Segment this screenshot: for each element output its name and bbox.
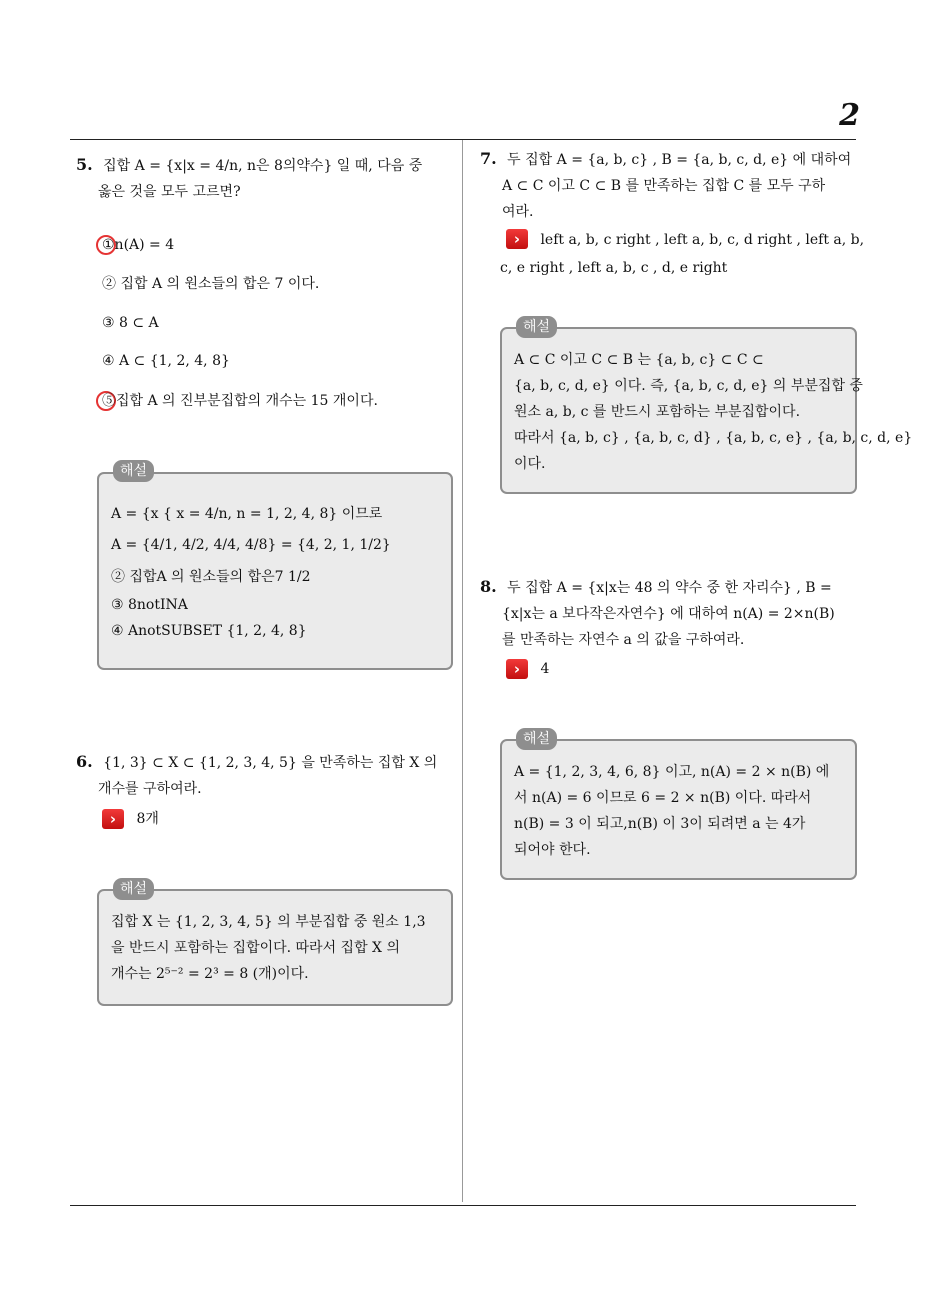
solution-line: 이다. — [514, 456, 546, 472]
choice-2[interactable]: ② 집합 A 의 원소들의 합은 7 이다. — [102, 276, 320, 292]
solution-tag: 해설 — [516, 728, 557, 750]
question-stem-line: 옳은 것을 모두 고르면? — [98, 184, 241, 200]
question-6 — [76, 749, 456, 802]
solution-line: {a, b, c, d, e} 이다. 즉, {a, b, c, d, e} 의 부분집합 중 — [514, 378, 863, 394]
solution-line: 되어야 한다. — [514, 842, 591, 858]
solution-line: ④ AnotSUBSET {1, 2, 4, 8} — [111, 623, 307, 639]
solution-line: n(B) = 3 이 되고,n(B) 이 3이 되려면 a 는 4가 — [514, 816, 806, 832]
question-number: 7. — [480, 149, 497, 168]
solution-line: A = {4/1, 4/2, 4/4, 4/8} = {4, 2, 1, 1/2} — [111, 537, 391, 553]
question-stem-line: {x|x는 a 보다작은자연수} 에 대하여 n(A) = 2×n(B) — [502, 606, 835, 622]
page-number: 2 — [839, 98, 860, 133]
solution-body-6 — [111, 909, 447, 987]
solution-body-7 — [514, 347, 913, 477]
answer-arrow-icon: › — [506, 659, 528, 679]
question-stem-line: 두 집합 A = {a, b, c} , B = {a, b, c, d, e} 에 대하여 — [507, 152, 852, 168]
question-stem-line: 를 만족하는 자연수 a 의 값을 구하여라. — [502, 632, 745, 648]
solution-line: ③ 8notINA — [111, 597, 188, 613]
answer-text-continued: c, e right , left a, b, c , d, e right — [500, 260, 728, 276]
solution-tag: 해설 — [113, 460, 154, 482]
answer-row-7 — [506, 229, 864, 251]
question-stem-line: 개수를 구하여라. — [98, 781, 202, 797]
question-number: 5. — [76, 155, 93, 174]
solution-body-5 — [111, 500, 447, 644]
solution-line: 집합 X 는 {1, 2, 3, 4, 5} 의 부분집합 중 원소 1,3 — [111, 914, 426, 930]
solution-line: 개수는 2⁵⁻² = 2³ = 8 (개)이다. — [111, 966, 309, 982]
column-divider — [462, 140, 463, 1202]
solution-tag: 해설 — [113, 878, 154, 900]
choice-5[interactable]: ⑤집합 A 의 진부분집합의 개수는 15 개이다. — [102, 393, 378, 409]
solution-line: 을 반드시 포함하는 집합이다. 따라서 집합 X 의 — [111, 940, 400, 956]
question-number: 6. — [76, 752, 93, 771]
question-7 — [480, 146, 860, 225]
header-rule — [70, 139, 856, 140]
solution-line: 서 n(A) = 6 이므로 6 = 2 × n(B) 이다. 따라서 — [514, 790, 812, 806]
answer-text: 4 — [540, 661, 550, 677]
solution-line: A ⊂ C 이고 C ⊂ B 는 {a, b, c} ⊂ C ⊂ — [514, 352, 764, 368]
question-stem-line: A ⊂ C 이고 C ⊂ B 를 만족하는 집합 C 를 모두 구하 — [502, 178, 826, 194]
answer-text: 8개 — [136, 811, 159, 827]
choice-1[interactable]: ①n(A) = 4 — [102, 237, 175, 253]
solution-line: A = {1, 2, 3, 4, 6, 8} 이고, n(A) = 2 × n(B) 에 — [514, 764, 830, 780]
answer-row-8 — [506, 659, 549, 679]
answer-arrow-icon: › — [506, 229, 528, 249]
question-5 — [76, 152, 456, 205]
solution-line: ② 집합A 의 원소들의 합은7 1/2 — [111, 569, 311, 585]
question-stem-line: 집합 A = {x|x = 4/n, n은 8의약수} 일 때, 다음 중 — [103, 158, 423, 174]
solution-body-8 — [514, 759, 850, 863]
solution-line: A = {x { x = 4/n, n = 1, 2, 4, 8} 이므로 — [111, 506, 383, 522]
answer-row-6 — [102, 809, 159, 829]
choice-4[interactable]: ④ A ⊂ {1, 2, 4, 8} — [102, 353, 230, 369]
question-8 — [480, 574, 860, 653]
question-number: 8. — [480, 577, 497, 596]
footer-rule — [70, 1205, 856, 1206]
solution-tag: 해설 — [516, 316, 557, 338]
answer-arrow-icon: › — [102, 809, 124, 829]
solution-line: 원소 a, b, c 를 반드시 포함하는 부분집합이다. — [514, 404, 801, 420]
answer-text: left a, b, c right , left a, b, c, d right , left a, b, — [540, 232, 865, 248]
question-stem-line: {1, 3} ⊂ X ⊂ {1, 2, 3, 4, 5} 을 만족하는 집합 X 의 — [103, 755, 438, 771]
solution-line: 따라서 {a, b, c} , {a, b, c, d} , {a, b, c, e} , {a, b, c, d, e} — [514, 430, 913, 446]
choice-3[interactable]: ③ 8 ⊂ A — [102, 315, 159, 331]
question-stem-line: 여라. — [502, 204, 534, 220]
question-stem-line: 두 집합 A = {x|x는 48 의 약수 중 한 자리수} , B = — [507, 580, 832, 596]
